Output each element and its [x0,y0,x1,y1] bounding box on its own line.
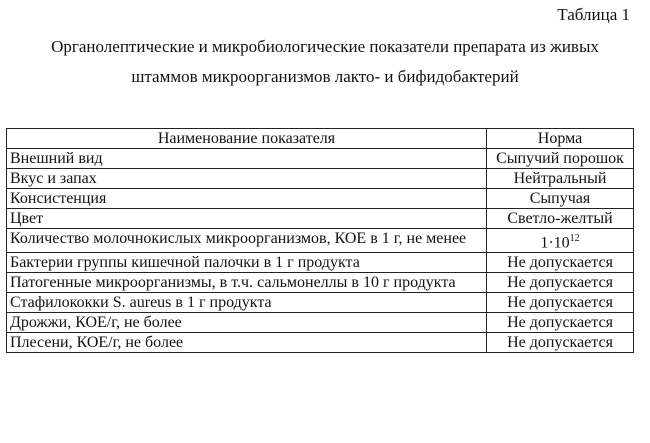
indicator-name: Консистенция [7,189,487,209]
indicator-name: Цвет [7,209,487,229]
table-row [7,293,634,313]
indicator-name: Бактерии группы кишечной палочки в 1 г продукта [7,253,487,273]
indicator-name: Вкус и запах [7,169,487,189]
indicator-norm [487,229,634,253]
indicator-name: Дрожжи, КОЕ/г, не более [7,313,487,333]
indicator-norm: Не допускается [487,333,634,353]
indicator-name: Плесени, КОЕ/г, не более [7,333,487,353]
table-row [7,253,634,273]
norm-exponent: 12 [569,233,580,244]
indicator-norm: Не допускается [487,253,634,273]
indicator-name: Внешний вид [7,149,487,169]
header-indicator-name: Наименование показателя [7,129,487,149]
indicator-norm: Сыпучий порошок [487,149,634,169]
table-row [7,333,634,353]
indicator-norm: Не допускается [487,273,634,293]
indicator-norm: Нейтральный [487,169,634,189]
indicator-norm: Не допускается [487,293,634,313]
table-row [7,149,634,169]
indicators-table [6,128,634,353]
header-norm: Норма [487,129,634,149]
table-title [0,32,650,92]
indicator-name: Стафилококки S. aureus в 1 г продукта [7,293,487,313]
title-line-1: Органолептические и микробиологические показатели препарата из живых [51,37,599,56]
table-row [7,273,634,293]
table-row [7,313,634,333]
indicator-norm: Светло-желтый [487,209,634,229]
indicator-norm: Не допускается [487,313,634,333]
table-row [7,189,634,209]
title-line-2: штаммов микроорганизмов лакто- и бифидобактерий [131,67,519,86]
table-row [7,209,634,229]
table-row [7,229,634,253]
indicator-name: Количество молочнокислых микроорганизмов, КОЕ в 1 г, не менее [7,229,487,253]
table-number: Таблица 1 [557,5,630,24]
indicator-norm: Сыпучая [487,189,634,209]
table-header-row [7,129,634,149]
table-row [7,169,634,189]
norm-base: 1·10 [540,234,570,252]
indicator-name: Патогенные микроорганизмы, в т.ч. сальмонеллы в 10 г продукта [7,273,487,293]
